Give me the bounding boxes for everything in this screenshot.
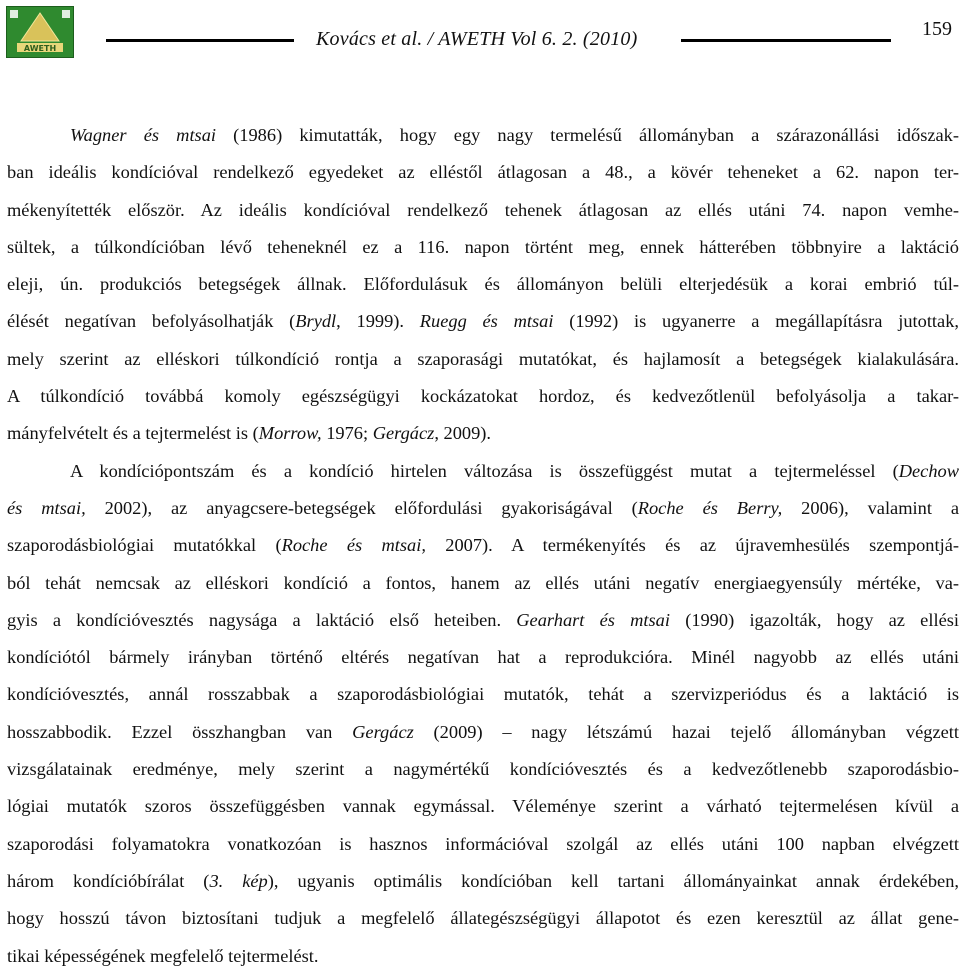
text-line <box>7 602 959 639</box>
text-line <box>7 415 959 452</box>
text-line <box>7 527 959 564</box>
text-line <box>7 490 959 527</box>
logo-text: AWETH <box>23 44 57 53</box>
citation: Gergácz <box>352 721 414 742</box>
text-run: (1990) igazolták, hogy az ellési <box>670 609 959 630</box>
page-number: 159 <box>922 18 952 40</box>
text-line: lógiai mutatók szoros összefüggésben vannak egymással. Véleménye szerint a várható tejtermelésen kívül a <box>7 796 959 817</box>
text-line <box>7 714 959 751</box>
citation: Ruegg és mtsai <box>419 311 554 332</box>
text-line <box>7 117 959 154</box>
citation: Brydl <box>295 311 337 332</box>
text-line: vizsgálatainak eredménye, mely szerint a nagymértékű kondícióvesztés és a kedvezőtlenebb szaporodásbio- <box>7 759 959 780</box>
citation: és mtsai, <box>7 497 86 518</box>
text-line <box>7 863 959 900</box>
text-line: hogy hosszú távon biztosítani tudjuk a megfelelő állategészségügyi állapotot és ezen keresztül az állat gene- <box>7 908 959 929</box>
text-line: szaporodási folyamatokra vonatkozóan is hasznos információval szolgál az ellés utáni 100 napban elvégzett <box>7 833 959 854</box>
text-run: , 1999). <box>336 311 420 332</box>
running-head: Kovács et al. / AWETH Vol 6. 2. (2010) <box>316 28 638 50</box>
page-header <box>0 0 960 70</box>
text-line: mékenyítették először. Az ideális kondícióval rendelkező tehenek átlagosan az ellés utáni 74. napon vemhe- <box>7 199 959 220</box>
citation: Roche és Berry, <box>637 497 783 518</box>
text-run: szaporodásbiológiai mutatókkal ( <box>7 535 282 556</box>
text-run: 1976; <box>321 423 373 444</box>
text-run: 2002), az anyagcsere-betegségek előfordulási gyakoriságával ( <box>85 497 638 518</box>
text-line: mely szerint az elléskori túlkondíció rontja a szaporasági mutatókat, és hajlamosít a betegségek kialakulására. <box>7 348 959 369</box>
text-run: 2006), valamint a <box>782 497 960 518</box>
text-run: 2007). A termékenyítés és az újravemhesülés szempontjá- <box>425 535 959 556</box>
text-run: gyis a kondícióvesztés nagysága a laktáció első heteiben. <box>7 609 517 630</box>
text-line: eleji, ún. produkciós betegségek állnak. Előfordulásuk és állományon belüli elterjedésük a korai embrió túl- <box>7 274 959 295</box>
text-run: ), ugyanis optimális kondícióban kell tartani állományainkat annak érdekében, <box>267 870 959 891</box>
logo-graphic <box>7 7 73 57</box>
text-line: tikai képességének megfelelő tejtermelést. <box>7 945 319 966</box>
header-rule-right <box>681 39 891 42</box>
text-run: (1992) is ugyanerre a megállapításra jutottak, <box>553 311 959 332</box>
text-line: kondícióvesztés, annál rosszabbak a szaporodásbiológiai mutatók, tehát a szervizperiódus és a laktáció is <box>7 684 959 705</box>
text-line <box>7 453 959 490</box>
citation: Gergácz <box>372 423 435 444</box>
text-line: ban ideális kondícióval rendelkező egyedeket az elléstől átlagosan a 48., a kövér teheneket a 62. napon ter- <box>7 162 959 183</box>
journal-logo <box>6 6 74 58</box>
text-line: kondíciótól bármely irányban történő eltérés negatívan hat a reprodukcióra. Minél nagyobb az ellés utáni <box>7 647 959 668</box>
text-run: mányfelvételt és a tejtermelést is ( <box>7 423 259 444</box>
header-rule-left <box>106 39 294 42</box>
text-run: A kondíciópontszám és a kondíció hirtelen változása is összefüggést mutat a tejtermeléssel ( <box>70 460 899 481</box>
citation: Gearhart és mtsai <box>516 609 670 630</box>
citation: Wagner és mtsai <box>70 125 217 145</box>
text-run: (2009) – nagy létszámú hazai tejelő állományban végzett <box>413 721 959 742</box>
text-line: sültek, a túlkondícióban lévő teheneknél ez a 116. napon történt meg, ennek hátterében többnyire a laktáció <box>7 236 959 257</box>
text-run: élését negatívan befolyásolhatják ( <box>7 311 296 332</box>
figure-reference: 3. kép <box>209 870 268 891</box>
citation: Roche és mtsai, <box>281 535 426 556</box>
article-body <box>7 117 959 975</box>
text-run: , 2009). <box>434 423 492 444</box>
text-run: három kondícióbírálat ( <box>7 870 210 891</box>
text-line <box>7 303 959 340</box>
citation: Dechow <box>898 460 959 481</box>
text-line: A túlkondíció továbbá komoly egészségügyi kockázatokat hordoz, és kedvezőtlenül befolyásolja a takar- <box>7 386 959 407</box>
citation: Morrow, <box>258 423 322 444</box>
text-run: hosszabbodik. Ezzel összhangban van <box>7 721 353 742</box>
text-line: ból tehát nemcsak az elléskori kondíció a fontos, hanem az ellés utáni negatív energiaegyensúly mértéke, va- <box>7 572 959 593</box>
text-run: (1986) kimutatták, hogy egy nagy termelésű állományban a szárazonállási időszak- <box>216 125 959 145</box>
